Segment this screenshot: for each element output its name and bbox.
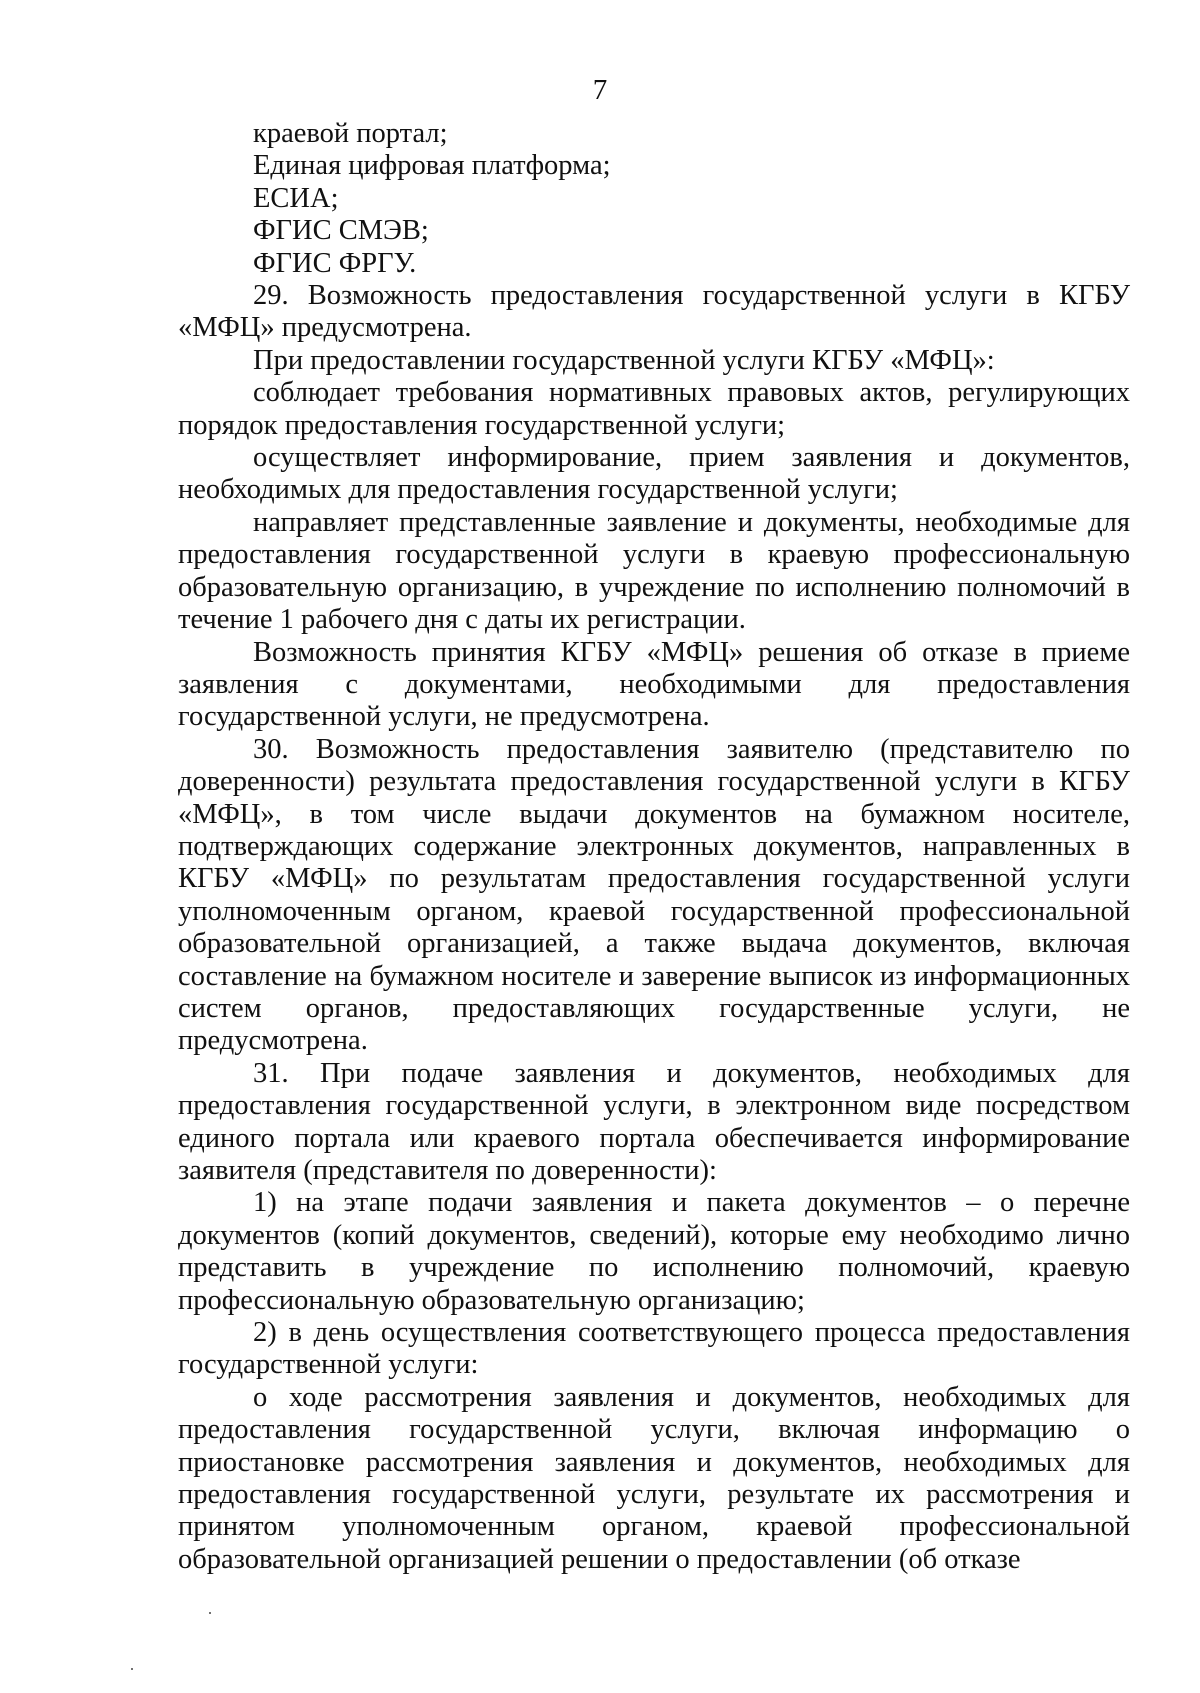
paragraph: Возможность принятия КГБУ «МФЦ» решения об отказе в приеме заявления с документами, необходимыми для предоставления государственной услуги, не предусмотрена. <box>178 636 1130 733</box>
paragraph: Единая цифровая платформа; <box>253 150 611 182</box>
paragraph: 1) на этапе подачи заявления и пакета документов – о перечне документов (копий документов, сведений), которые ему необходимо лично представить в учреждение по исполнению полномочий, краевую профессиональную образовательную организацию; <box>178 1187 1130 1316</box>
paragraph: ФГИС ФРГУ. <box>253 247 417 279</box>
page-number: 7 <box>592 74 608 106</box>
paragraph: осуществляет информирование, прием заявления и документов, необходимых для предоставления государственной услуги; <box>178 442 1130 506</box>
paragraph: соблюдает требования нормативных правовых актов, регулирующих порядок предоставления государственной услуги; <box>178 377 1130 441</box>
paragraph: 30. Возможность предоставления заявителю (представителю по доверенности) результата предоставления государственной услуги в КГБУ «МФЦ», в том числе выдачи документов на бумажном носителе, подтверждающих содержание электронных документов, направленных в КГБУ «МФЦ» по результатам предоставления государственной услуги уполномоченным органом, краевой государственной профессиональной образовательной организацией, а также выдача документов, включая составление на бумажном носителе и заверение выписок из информационных систем органов, предоставляющих государственные услуги, не предусмотрена. <box>178 733 1130 1057</box>
paragraph: 29. Возможность предоставления государственной услуги в КГБУ «МФЦ» предусмотрена. <box>178 280 1130 344</box>
document-body <box>178 118 1130 1576</box>
paragraph: 31. При подаче заявления и документов, необходимых для предоставления государственной услуги, в электронном виде посредством единого портала или краевого портала обеспечивается информирование заявителя (представителя по доверенности): <box>178 1057 1130 1186</box>
paragraph: 2) в день осуществления соответствующего процесса предоставления государственной услуги: <box>178 1317 1130 1381</box>
scan-speck <box>131 1668 133 1670</box>
paragraph: краевой портал; <box>253 118 448 149</box>
paragraph: При предоставлении государственной услуги КГБУ «МФЦ»: <box>253 344 995 376</box>
paragraph: ФГИС СМЭВ; <box>253 215 429 247</box>
scan-speck <box>209 1612 211 1614</box>
paragraph: направляет представленные заявление и документы, необходимые для предоставления государственной услуги в краевую профессиональную образовательную организацию, в учреждение по исполнению полномочий в течение 1 рабочего дня с даты их регистрации. <box>178 506 1130 636</box>
paragraph: ЕСИА; <box>253 182 339 214</box>
paragraph: о ходе рассмотрения заявления и документов, необходимых для предоставления государственной услуги, включая информацию о приостановке рассмотрения заявления и документов, необходимых для предоставления государственной услуги, результате их рассмотрения и принятом уполномоченным органом, краевой профессиональной образовательной организацией решении о предоставлении (об отказе <box>178 1381 1130 1575</box>
